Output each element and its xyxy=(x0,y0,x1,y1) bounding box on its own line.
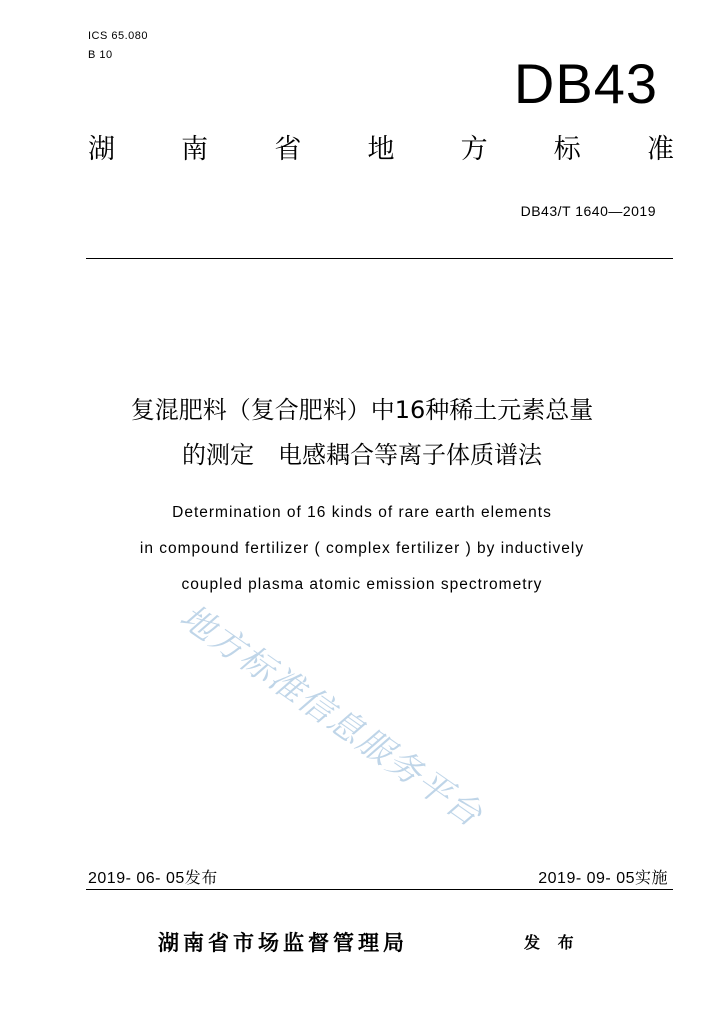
standard-type-char: 湖 xyxy=(88,134,115,165)
ics-code: ICS 65.080 xyxy=(88,30,149,42)
issuer: 湖南省市场监督管理局 xyxy=(158,931,408,955)
standard-number: DB43/T 1640—2019 xyxy=(520,203,656,219)
implement-date: 2019- 09- 05实施 xyxy=(538,870,668,887)
standard-type-char: 方 xyxy=(460,134,488,165)
header-divider xyxy=(86,258,673,259)
classification-code: B 10 xyxy=(88,49,113,61)
title-en-line-3: coupled plasma atomic emission spectrometry xyxy=(181,576,543,593)
footer-divider xyxy=(86,889,673,890)
standard-type xyxy=(88,136,674,163)
standard-type-char: 地 xyxy=(367,134,395,165)
standard-type-char: 标 xyxy=(553,134,581,165)
title-cn-line-2: 的测定 电感耦合等离子体质谱法 xyxy=(182,441,542,469)
standard-type-char: 南 xyxy=(181,134,209,165)
title-cn-line-1: 复混肥料（复合肥料）中16种稀土元素总量 xyxy=(130,396,594,424)
db-logo: DB43 xyxy=(513,52,658,115)
publish-date: 2019- 06- 05发布 xyxy=(88,870,218,887)
standard-type-char: 准 xyxy=(646,134,674,165)
title-en-line-2: in compound fertilizer ( complex fertilizer ) by inductively xyxy=(139,540,585,557)
issue-word: 发 布 xyxy=(524,933,580,952)
standard-type-char: 省 xyxy=(274,134,302,165)
title-en-line-1: Determination of 16 kinds of rare earth elements xyxy=(172,504,552,521)
watermark: 地方标准信息服务平台 xyxy=(172,596,491,836)
